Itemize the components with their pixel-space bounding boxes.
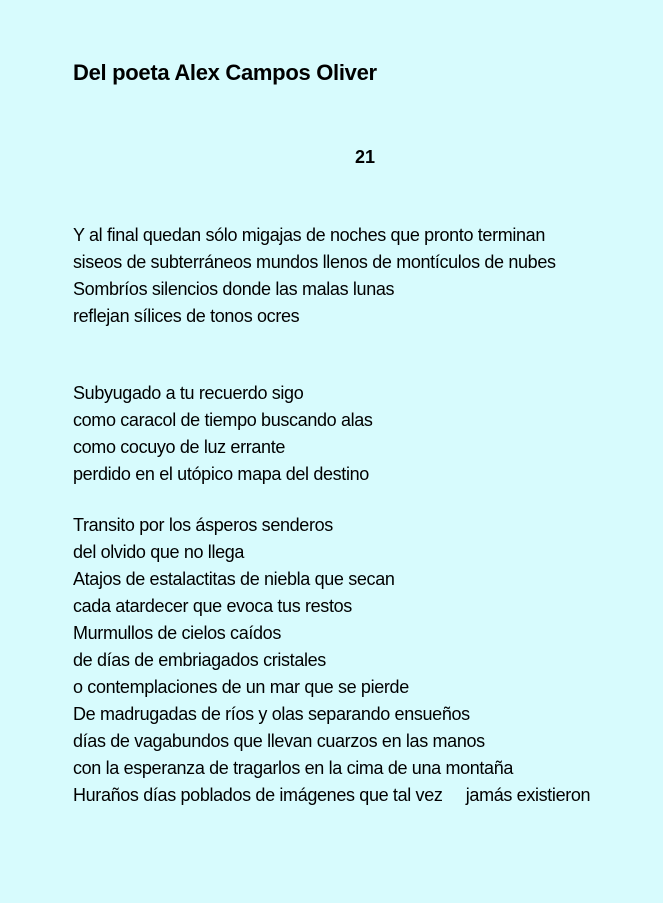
poem-line: siseos de subterráneos mundos llenos de montículos de nubes [73,252,556,272]
poem-line: Huraños días poblados de imágenes que tal vez jamás existieron [73,785,591,805]
poem-line: como caracol de tiempo buscando alas [73,410,373,430]
stanza-1 [73,222,556,330]
poem-line: con la esperanza de tragarlos en la cima de una montaña [73,758,514,778]
poem-line: Transito por los ásperos senderos [73,515,333,535]
poem-number: 21 [355,147,376,167]
poem-line: Subyugado a tu recuerdo sigo [73,383,304,403]
poem-line: cada atardecer que evoca tus restos [73,596,352,616]
stanza-2 [73,380,373,488]
poem-line: días de vagabundos que llevan cuarzos en las manos [73,731,485,751]
poem-line: perdido en el utópico mapa del destino [73,464,369,484]
poem-line: Sombríos silencios donde las malas lunas [73,279,395,299]
page-title: Del poeta Alex Campos Oliver [73,60,377,85]
poem-line: del olvido que no llega [73,542,245,562]
poem-line: de días de embriagados cristales [73,650,326,670]
stanza-3 [73,512,590,809]
poem-line: Y al final quedan sólo migajas de noches que pronto terminan [73,225,545,245]
poem-line: como cocuyo de luz errante [73,437,286,457]
poem-line: reflejan sílices de tonos ocres [73,306,300,326]
poem-line: o contemplaciones de un mar que se pierde [73,677,409,697]
poem-line: Atajos de estalactitas de niebla que secan [73,569,395,589]
poem-line: De madrugadas de ríos y olas separando ensueños [73,704,470,724]
poem-line: Murmullos de cielos caídos [73,623,281,643]
